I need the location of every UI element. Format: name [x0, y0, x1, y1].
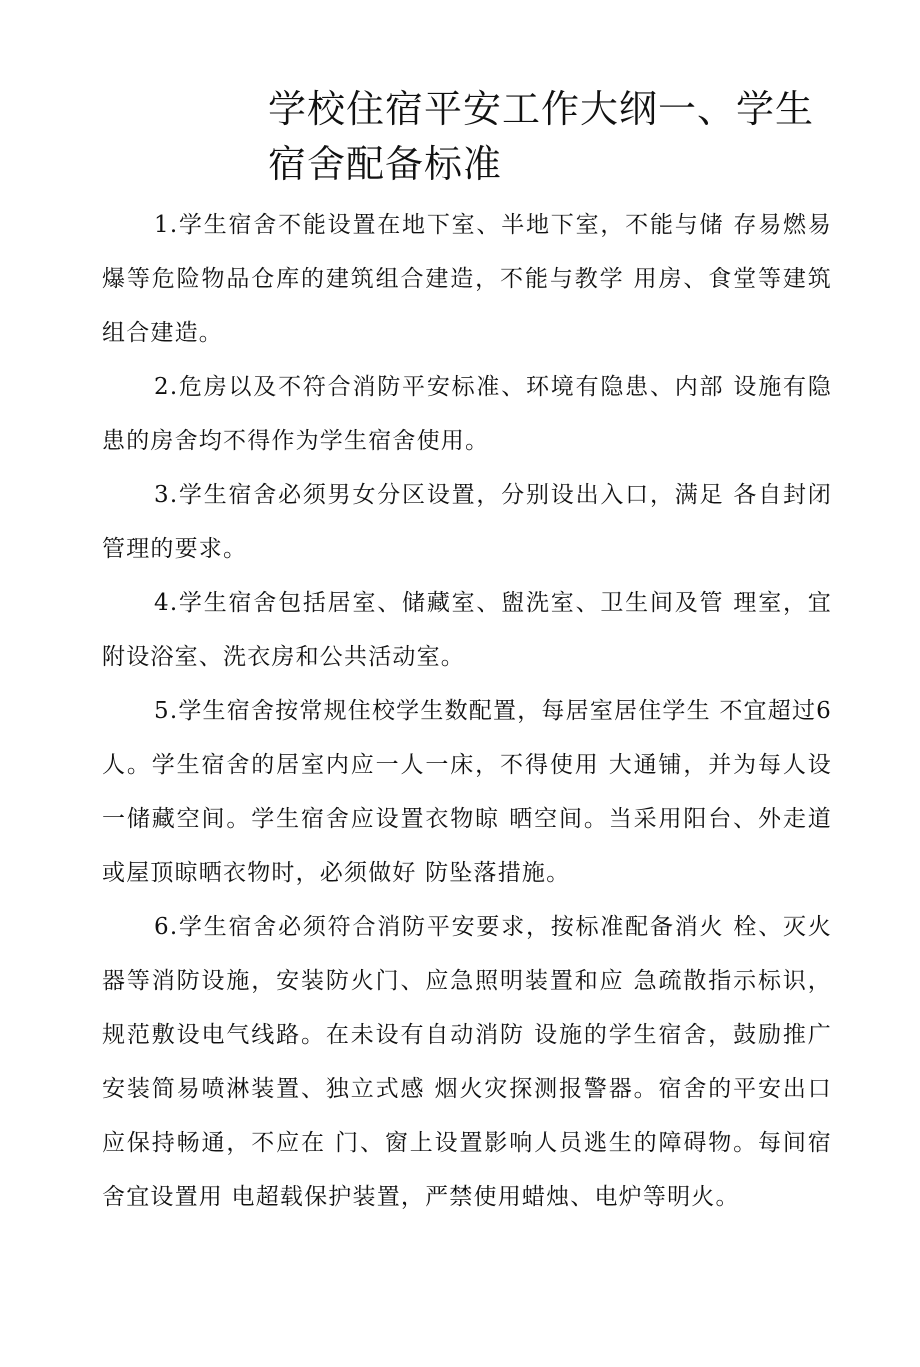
paragraph-4: 4.学生宿舍包括居室、储藏室、盥洗室、卫生间及管 理室，宜附设浴室、洗衣房和公共活动室。 [102, 590, 832, 670]
paragraph-6: 6.学生宿舍必须符合消防平安要求，按标准配备消火 栓、灭火器等消防设施，安装防火门、应急照明装置和应 急疏散指示标识，规范敷设电气线路。在未设有自动消防 设施的学生宿舍，鼓励推广安装简易喷淋装置、独立式感 烟火灾探测报警器。宿舍的平安出口应保持畅通，不应在 门、窗上设置影响人员逃生的障碍物。每间宿舍宜设置用 电超载保护装置，严禁使用蜡烛、电炉等明火。 [102, 914, 832, 1210]
paragraph-2: 2.危房以及不符合消防平安标准、环境有隐患、内部 设施有隐患的房舍均不得作为学生宿舍使用。 [102, 374, 832, 454]
document-body [102, 198, 832, 1224]
paragraph-1: 1.学生宿舍不能设置在地下室、半地下室，不能与储 存易燃易爆等危险物品仓库的建筑组合建造，不能与教学 用房、食堂等建筑组合建造。 [102, 212, 832, 346]
document-title: 学校住宿平安工作大纲一、学生宿舍配备标准 [268, 87, 815, 186]
paragraph-3: 3.学生宿舍必须男女分区设置，分别设出入口，满足 各自封闭管理的要求。 [102, 482, 832, 562]
paragraph-5: 5.学生宿舍按常规住校学生数配置，每居室居住学生 不宜超过6人。学生宿舍的居室内应一人一床，不得使用 大通铺，并为每人设一储藏空间。学生宿舍应设置衣物晾 晒空间。当采用阳台、外走道或屋顶晾晒衣物时，必须做好 防坠落措施。 [102, 698, 832, 886]
